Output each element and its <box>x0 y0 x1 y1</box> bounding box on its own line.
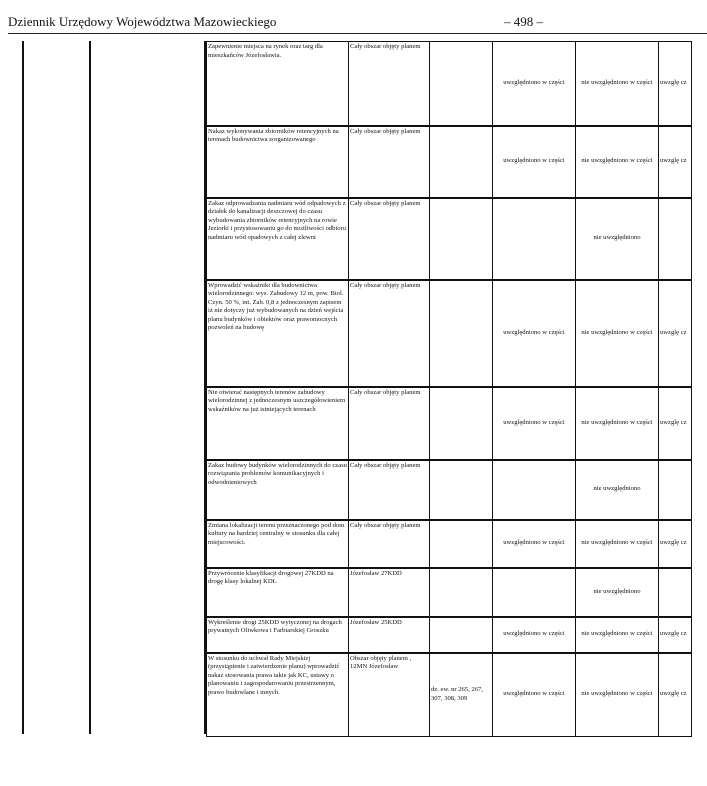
decision-cell: nie uwzględniono w części <box>576 42 659 126</box>
area-cell: Cały obszar objęty planem <box>349 460 430 520</box>
plots-cell <box>430 568 493 617</box>
plots-cell <box>430 198 493 280</box>
decision-cell <box>493 568 576 617</box>
table-row <box>207 653 692 737</box>
decision-cell <box>493 198 576 280</box>
decision-cell: nie uwzględniono w części <box>576 617 659 653</box>
decision-cell: uwzględniono w części <box>493 280 576 387</box>
desc-cell: W stosunku do uchwał Rady Miejskiej (przystąpienie i zatwierdzenie planu) wprowadzić nakaz stosowania prawa takie jak KC, ustawy o planowaniu i zagospodarowaniu przestrzennym, prawo budowlane i innych. <box>207 653 349 737</box>
decision-cell-clipped: uwzglę cz <box>659 42 692 126</box>
decision-cell: nie uwzględniono <box>576 568 659 617</box>
plots-cell <box>430 387 493 460</box>
decision-cell: uwzględniono w części <box>493 42 576 126</box>
plots-cell: dz. ew. nr 265, 267, 307, 308, 309 <box>430 653 493 737</box>
decision-cell: nie uwzględniono w części <box>576 520 659 568</box>
decision-cell-clipped <box>659 198 692 280</box>
decision-cell: nie uwzględniono w części <box>576 126 659 198</box>
desc-cell: Zmiana lokalizacji terenu przeznaczonego pod dom kultury na bardziej centralny w stosunku dla całej miejscowości. <box>207 520 349 568</box>
area-cell: Cały obszar objęty planem <box>349 520 430 568</box>
decision-cell: nie uwzględniono w części <box>576 653 659 737</box>
plots-cell <box>430 42 493 126</box>
decision-cell <box>493 460 576 520</box>
plots-cell <box>430 520 493 568</box>
table-row <box>207 387 692 460</box>
decision-cell: nie uwzględniono w części <box>576 280 659 387</box>
desc-cell: Zakaz budowy budynków wielorodzinnych do czasu rozwiązania problemów komunikacyjnych i odwodnieniowych <box>207 460 349 520</box>
table-row <box>207 42 692 126</box>
desc-cell: Przywrócenie klasyfikacji drogowej 27KDD na drogę klasy lokalnej KDL <box>207 568 349 617</box>
plots-cell <box>430 617 493 653</box>
decision-cell: uwzględniono w części <box>493 617 576 653</box>
area-cell: Cały obszar objęty planem <box>349 198 430 280</box>
desc-cell: Nie otwierać następnych terenów zabudowy wielorodzinnej z jednoczesnym uszczegółowieniem wskaźników na już istniejących terenach <box>207 387 349 460</box>
decision-cell-clipped: uwzglę cz <box>659 387 692 460</box>
table-row <box>207 568 692 617</box>
left-border-line <box>22 41 24 734</box>
desc-cell: Wprowadzić wskaźniki dla budownictwa wielorodzinnego: wys. Zabudowy 12 m, pow. Biol. Czyn. 50 %, int. Zab. 0,8 z jednoczesnym zapisem iż nie dotyczy już wybudowanych na dzień wejścia planu budynków i obiektów oraz prawomocnych pozwoleń na budowę <box>207 280 349 387</box>
header-rule <box>8 33 707 34</box>
decision-cell-clipped: uwzglę cz <box>659 126 692 198</box>
remarks-table <box>206 41 692 737</box>
area-cell: Cały obszar objęty planem <box>349 387 430 460</box>
decision-cell-clipped <box>659 460 692 520</box>
plots-cell <box>430 126 493 198</box>
desc-cell: Wykreślenie drogi 25KDD wytyczonej na drogach prywatnych Oliwkowa i Farbiarskiej Groszku <box>207 617 349 653</box>
area-cell: Cały obszar objęty planem <box>349 42 430 126</box>
decision-cell: uwzględniono w części <box>493 126 576 198</box>
area-cell: Józefosław 25KDD <box>349 617 430 653</box>
table-row <box>207 126 692 198</box>
plots-cell <box>430 460 493 520</box>
decision-cell-clipped: uwzglę cz <box>659 280 692 387</box>
table-row <box>207 198 692 280</box>
column-divider-line <box>89 41 91 734</box>
decision-cell-clipped: uwzglę cz <box>659 653 692 737</box>
decision-cell-clipped: uwzglę cz <box>659 520 692 568</box>
desc-cell: Zakaz odprowadzania nadmiaru wód odpadowych z działek do kanalizacji deszczowej do czasu wybudowania zbiorników retencyjnych na rowie Jeziorki i przystosowaniu go do możliwości odbioru nadmiaru wód opadowych z całej zlewni <box>207 198 349 280</box>
area-cell: Obszar objęty planem , 12MN Józefosław <box>349 653 430 737</box>
area-cell: Cały obszar objęty planem <box>349 126 430 198</box>
decision-cell: uwzględniono w części <box>493 520 576 568</box>
decision-cell: nie uwzględniono w części <box>576 387 659 460</box>
table-row <box>207 520 692 568</box>
decision-cell-clipped: uwzglę cz <box>659 617 692 653</box>
table-row <box>207 460 692 520</box>
decision-cell: uwzględniono w części <box>493 653 576 737</box>
decision-cell: nie uwzględniono <box>576 198 659 280</box>
page-number: – 498 – <box>504 14 543 29</box>
area-cell: Cały obszar objęty planem <box>349 280 430 387</box>
desc-cell: Nakaz wykonywania zbiorników retencyjnych na terenach budownictwa zorganizowanego <box>207 126 349 198</box>
decision-cell: uwzględniono w części <box>493 387 576 460</box>
table-row <box>207 280 692 387</box>
desc-cell: Zapewnienie miejsca na rynek oraz targ dla mieszkańców Józefosławia. <box>207 42 349 126</box>
page-header <box>8 14 707 32</box>
journal-title: Dziennik Urzędowy Województwa Mazowieckiego <box>8 14 277 29</box>
decision-cell-clipped <box>659 568 692 617</box>
area-cell: Józefosław 27KDD <box>349 568 430 617</box>
plots-cell <box>430 280 493 387</box>
decision-cell: nie uwzględniono <box>576 460 659 520</box>
table-row <box>207 617 692 653</box>
